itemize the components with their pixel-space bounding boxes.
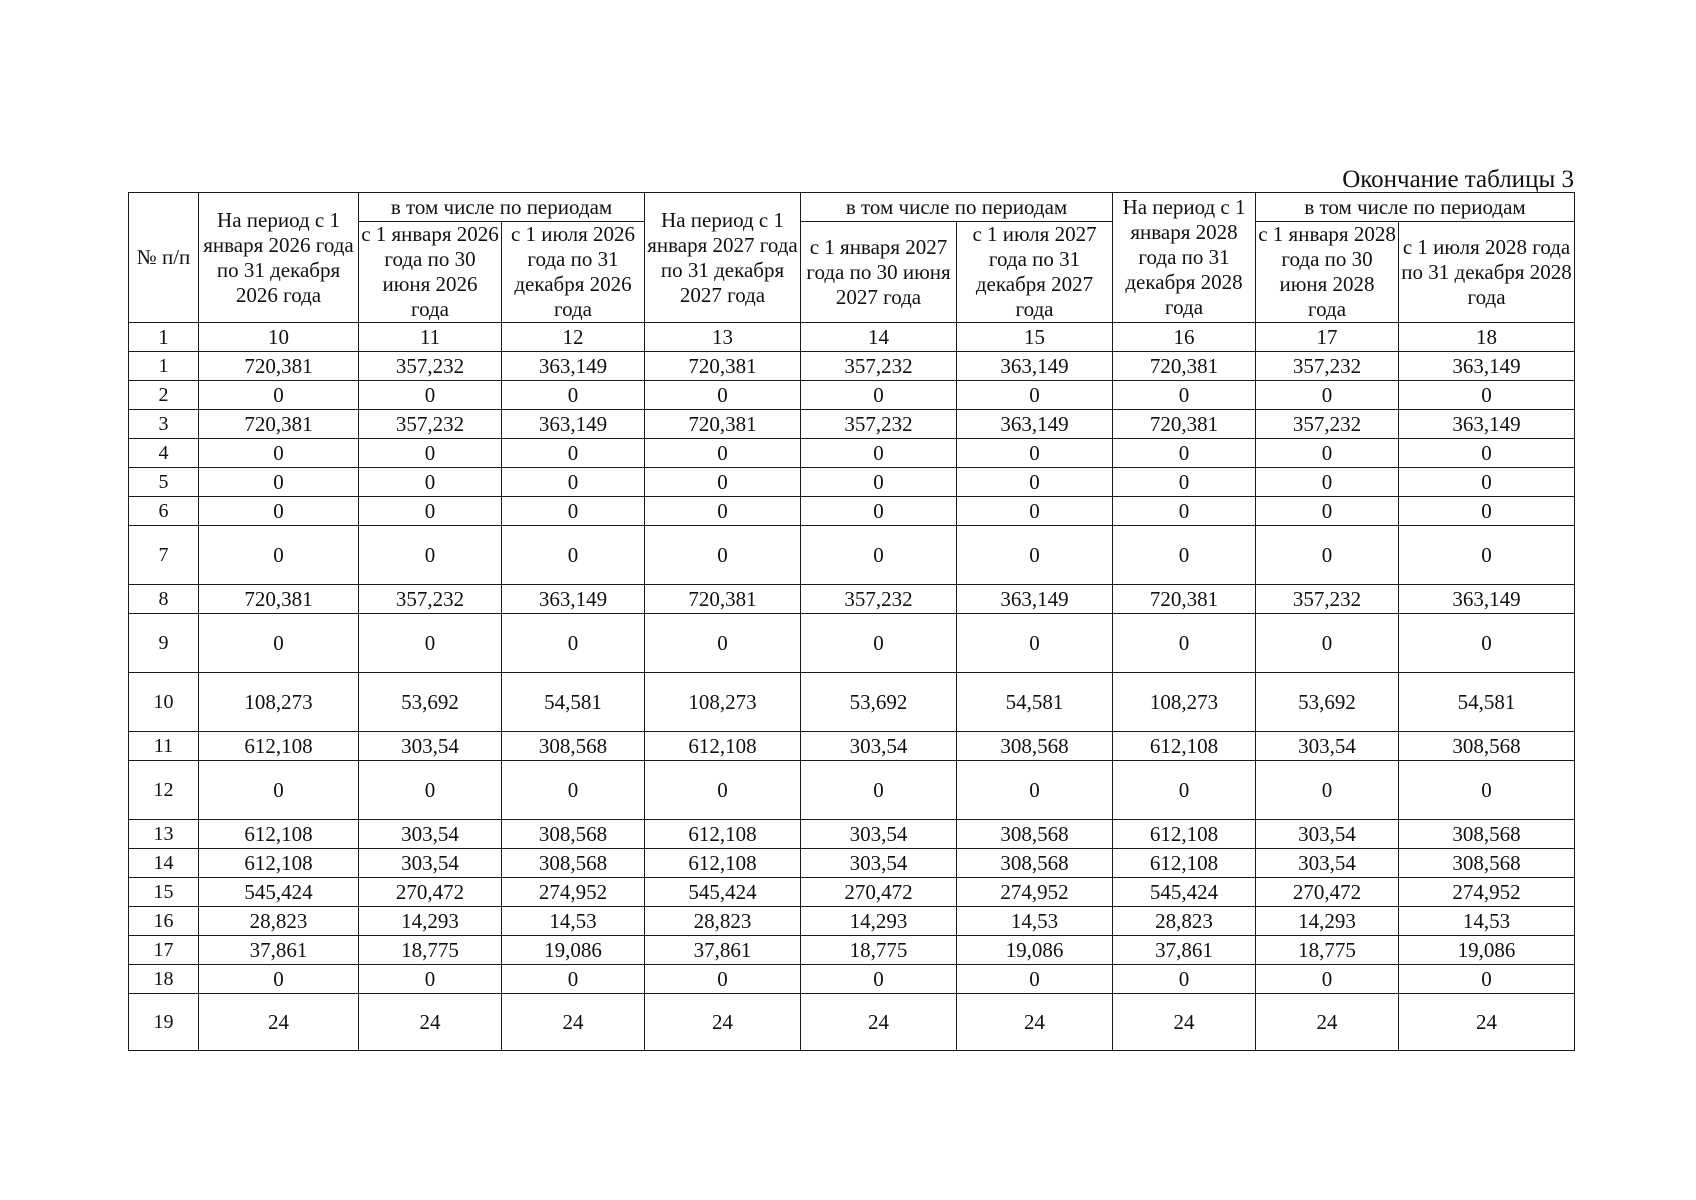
value-cell: 0 — [359, 965, 502, 994]
value-cell: 0 — [1256, 468, 1399, 497]
value-cell: 0 — [502, 497, 645, 526]
value-cell: 308,568 — [502, 820, 645, 849]
row-number: 3 — [129, 410, 199, 439]
table-row — [129, 352, 1575, 381]
value-cell: 0 — [359, 614, 502, 673]
value-cell: 274,952 — [502, 878, 645, 907]
value-cell: 357,232 — [1256, 410, 1399, 439]
value-cell: 0 — [1399, 381, 1575, 410]
value-cell: 0 — [502, 439, 645, 468]
value-cell: 0 — [1113, 526, 1256, 585]
value-cell: 357,232 — [1256, 585, 1399, 614]
table-row — [129, 585, 1575, 614]
value-cell: 0 — [199, 497, 359, 526]
value-cell: 53,692 — [801, 673, 957, 732]
row-number: 17 — [129, 936, 199, 965]
header-total-2027: На период с 1 января 2027 года по 31 декабря 2027 года — [645, 193, 801, 323]
value-cell: 612,108 — [1113, 849, 1256, 878]
col-number: 14 — [801, 323, 957, 352]
value-cell: 108,273 — [199, 673, 359, 732]
value-cell: 303,54 — [801, 732, 957, 761]
col-number: 12 — [502, 323, 645, 352]
value-cell: 308,568 — [1399, 849, 1575, 878]
value-cell: 0 — [359, 761, 502, 820]
value-cell: 0 — [502, 468, 645, 497]
value-cell: 24 — [502, 994, 645, 1051]
table-row — [129, 381, 1575, 410]
value-cell: 308,568 — [957, 849, 1113, 878]
value-cell: 28,823 — [645, 907, 801, 936]
value-cell: 0 — [1113, 614, 1256, 673]
value-cell: 0 — [502, 761, 645, 820]
header-num: № п/п — [129, 193, 199, 323]
row-number: 12 — [129, 761, 199, 820]
header-total-2026: На период с 1 января 2026 года по 31 декабря 2026 года — [199, 193, 359, 323]
value-cell: 720,381 — [645, 352, 801, 381]
value-cell: 612,108 — [199, 849, 359, 878]
value-cell: 54,581 — [502, 673, 645, 732]
value-cell: 0 — [199, 439, 359, 468]
table-row — [129, 878, 1575, 907]
value-cell: 0 — [1113, 468, 1256, 497]
header-total-2028: На период с 1 января 2028 года по 31 декабря 2028 года — [1113, 193, 1256, 323]
value-cell: 0 — [645, 468, 801, 497]
value-cell: 37,861 — [199, 936, 359, 965]
value-cell: 14,293 — [801, 907, 957, 936]
row-number: 14 — [129, 849, 199, 878]
value-cell: 0 — [801, 614, 957, 673]
value-cell: 274,952 — [1399, 878, 1575, 907]
value-cell: 308,568 — [502, 849, 645, 878]
value-cell: 28,823 — [1113, 907, 1256, 936]
value-cell: 14,293 — [359, 907, 502, 936]
col-number: 11 — [359, 323, 502, 352]
value-cell: 18,775 — [1256, 936, 1399, 965]
value-cell: 720,381 — [1113, 410, 1256, 439]
header-h1-2026: с 1 января 2026 года по 30 июня 2026 года — [359, 222, 502, 323]
table-row — [129, 936, 1575, 965]
value-cell: 303,54 — [359, 732, 502, 761]
value-cell: 357,232 — [801, 410, 957, 439]
header-incl-2026: в том числе по периодам — [359, 193, 645, 222]
value-cell: 303,54 — [1256, 732, 1399, 761]
value-cell: 0 — [801, 761, 957, 820]
value-cell: 720,381 — [645, 585, 801, 614]
value-cell: 0 — [957, 761, 1113, 820]
value-cell: 24 — [1113, 994, 1256, 1051]
table-body — [129, 352, 1575, 1051]
value-cell: 0 — [645, 614, 801, 673]
value-cell: 0 — [645, 761, 801, 820]
col-number: 18 — [1399, 323, 1575, 352]
value-cell: 308,568 — [957, 732, 1113, 761]
data-table — [128, 192, 1575, 1051]
value-cell: 612,108 — [199, 732, 359, 761]
value-cell: 612,108 — [199, 820, 359, 849]
value-cell: 303,54 — [801, 849, 957, 878]
value-cell: 0 — [957, 497, 1113, 526]
row-number: 11 — [129, 732, 199, 761]
table-row — [129, 907, 1575, 936]
header-h2-2027: с 1 июля 2027 года по 31 декабря 2027 года — [957, 222, 1113, 323]
table-row — [129, 732, 1575, 761]
value-cell: 0 — [1256, 965, 1399, 994]
value-cell: 0 — [1256, 497, 1399, 526]
value-cell: 357,232 — [801, 352, 957, 381]
table-row — [129, 994, 1575, 1051]
value-cell: 0 — [957, 526, 1113, 585]
table-row — [129, 673, 1575, 732]
value-cell: 18,775 — [359, 936, 502, 965]
value-cell: 37,861 — [1113, 936, 1256, 965]
row-number: 18 — [129, 965, 199, 994]
value-cell: 720,381 — [1113, 585, 1256, 614]
header-h1-2027: с 1 января 2027 года по 30 июня 2027 года — [801, 222, 957, 323]
value-cell: 0 — [1256, 439, 1399, 468]
value-cell: 612,108 — [645, 732, 801, 761]
table-row — [129, 497, 1575, 526]
value-cell: 0 — [801, 468, 957, 497]
value-cell: 720,381 — [199, 410, 359, 439]
col-number: 1 — [129, 323, 199, 352]
value-cell: 0 — [645, 965, 801, 994]
row-number: 8 — [129, 585, 199, 614]
value-cell: 0 — [502, 614, 645, 673]
table-row — [129, 410, 1575, 439]
value-cell: 0 — [801, 381, 957, 410]
value-cell: 357,232 — [359, 585, 502, 614]
value-cell: 108,273 — [1113, 673, 1256, 732]
value-cell: 0 — [1399, 468, 1575, 497]
value-cell: 0 — [1256, 614, 1399, 673]
value-cell: 363,149 — [957, 352, 1113, 381]
value-cell: 14,293 — [1256, 907, 1399, 936]
table-row — [129, 468, 1575, 497]
row-number: 2 — [129, 381, 199, 410]
table-row — [129, 526, 1575, 585]
value-cell: 363,149 — [1399, 585, 1575, 614]
value-cell: 545,424 — [645, 878, 801, 907]
value-cell: 357,232 — [359, 410, 502, 439]
value-cell: 720,381 — [199, 585, 359, 614]
row-number: 4 — [129, 439, 199, 468]
value-cell: 14,53 — [502, 907, 645, 936]
value-cell: 0 — [199, 468, 359, 497]
row-number: 1 — [129, 352, 199, 381]
row-number: 16 — [129, 907, 199, 936]
header-h1-2028: с 1 января 2028 года по 30 июня 2028 года — [1256, 222, 1399, 323]
row-number: 9 — [129, 614, 199, 673]
value-cell: 24 — [801, 994, 957, 1051]
value-cell: 270,472 — [1256, 878, 1399, 907]
value-cell: 0 — [199, 614, 359, 673]
value-cell: 37,861 — [645, 936, 801, 965]
col-number: 15 — [957, 323, 1113, 352]
value-cell: 274,952 — [957, 878, 1113, 907]
value-cell: 363,149 — [502, 585, 645, 614]
value-cell: 0 — [359, 526, 502, 585]
value-cell: 0 — [1399, 497, 1575, 526]
value-cell: 54,581 — [1399, 673, 1575, 732]
value-cell: 0 — [1399, 965, 1575, 994]
value-cell: 720,381 — [199, 352, 359, 381]
value-cell: 270,472 — [801, 878, 957, 907]
row-number: 19 — [129, 994, 199, 1051]
value-cell: 0 — [957, 965, 1113, 994]
value-cell: 0 — [1399, 761, 1575, 820]
value-cell: 0 — [1113, 497, 1256, 526]
value-cell: 0 — [801, 439, 957, 468]
value-cell: 19,086 — [502, 936, 645, 965]
value-cell: 19,086 — [957, 936, 1113, 965]
value-cell: 357,232 — [1256, 352, 1399, 381]
value-cell: 18,775 — [801, 936, 957, 965]
table-row — [129, 820, 1575, 849]
value-cell: 0 — [1113, 965, 1256, 994]
value-cell: 303,54 — [801, 820, 957, 849]
value-cell: 0 — [359, 468, 502, 497]
col-number: 10 — [199, 323, 359, 352]
value-cell: 363,149 — [1399, 352, 1575, 381]
row-number: 10 — [129, 673, 199, 732]
column-number-row — [129, 323, 1575, 352]
value-cell: 0 — [645, 439, 801, 468]
value-cell: 0 — [199, 761, 359, 820]
value-cell: 24 — [1256, 994, 1399, 1051]
value-cell: 0 — [199, 381, 359, 410]
value-cell: 270,472 — [359, 878, 502, 907]
value-cell: 0 — [1399, 614, 1575, 673]
value-cell: 0 — [359, 497, 502, 526]
value-cell: 612,108 — [645, 820, 801, 849]
value-cell: 0 — [645, 381, 801, 410]
value-cell: 308,568 — [957, 820, 1113, 849]
value-cell: 545,424 — [1113, 878, 1256, 907]
value-cell: 0 — [957, 614, 1113, 673]
value-cell: 0 — [359, 381, 502, 410]
value-cell: 0 — [359, 439, 502, 468]
value-cell: 14,53 — [957, 907, 1113, 936]
value-cell: 28,823 — [199, 907, 359, 936]
value-cell: 363,149 — [957, 410, 1113, 439]
col-number: 16 — [1113, 323, 1256, 352]
value-cell: 308,568 — [1399, 820, 1575, 849]
value-cell: 0 — [645, 497, 801, 526]
value-cell: 0 — [645, 526, 801, 585]
value-cell: 357,232 — [801, 585, 957, 614]
row-number: 15 — [129, 878, 199, 907]
value-cell: 0 — [1399, 526, 1575, 585]
value-cell: 363,149 — [1399, 410, 1575, 439]
header-h2-2026: с 1 июля 2026 года по 31 декабря 2026 года — [502, 222, 645, 323]
value-cell: 612,108 — [1113, 820, 1256, 849]
header-incl-2027: в том числе по периодам — [801, 193, 1113, 222]
value-cell: 720,381 — [1113, 352, 1256, 381]
col-number: 13 — [645, 323, 801, 352]
row-number: 7 — [129, 526, 199, 585]
value-cell: 0 — [502, 381, 645, 410]
value-cell: 14,53 — [1399, 907, 1575, 936]
value-cell: 0 — [1256, 381, 1399, 410]
value-cell: 612,108 — [1113, 732, 1256, 761]
row-number: 5 — [129, 468, 199, 497]
value-cell: 0 — [1113, 439, 1256, 468]
value-cell: 0 — [1256, 761, 1399, 820]
value-cell: 24 — [645, 994, 801, 1051]
value-cell: 19,086 — [1399, 936, 1575, 965]
row-number: 13 — [129, 820, 199, 849]
value-cell: 0 — [502, 526, 645, 585]
value-cell: 308,568 — [1399, 732, 1575, 761]
table-row — [129, 439, 1575, 468]
header-h2-2028: с 1 июля 2028 года по 31 декабря 2028 года — [1399, 222, 1575, 323]
row-number: 6 — [129, 497, 199, 526]
value-cell: 0 — [199, 965, 359, 994]
value-cell: 363,149 — [502, 352, 645, 381]
value-cell: 303,54 — [359, 820, 502, 849]
table-row — [129, 614, 1575, 673]
value-cell: 24 — [199, 994, 359, 1051]
value-cell: 0 — [1399, 439, 1575, 468]
value-cell: 0 — [801, 497, 957, 526]
value-cell: 363,149 — [502, 410, 645, 439]
table-row — [129, 965, 1575, 994]
value-cell: 308,568 — [502, 732, 645, 761]
header-incl-2028: в том числе по периодам — [1256, 193, 1575, 222]
value-cell: 53,692 — [1256, 673, 1399, 732]
table-row — [129, 849, 1575, 878]
value-cell: 363,149 — [957, 585, 1113, 614]
value-cell: 0 — [199, 526, 359, 585]
value-cell: 303,54 — [359, 849, 502, 878]
header-row-top — [129, 193, 1575, 222]
value-cell: 0 — [801, 965, 957, 994]
value-cell: 0 — [502, 965, 645, 994]
value-cell: 108,273 — [645, 673, 801, 732]
value-cell: 0 — [1256, 526, 1399, 585]
col-number: 17 — [1256, 323, 1399, 352]
value-cell: 303,54 — [1256, 820, 1399, 849]
value-cell: 720,381 — [645, 410, 801, 439]
value-cell: 357,232 — [359, 352, 502, 381]
value-cell: 0 — [1113, 381, 1256, 410]
value-cell: 545,424 — [199, 878, 359, 907]
value-cell: 0 — [957, 468, 1113, 497]
value-cell: 612,108 — [645, 849, 801, 878]
table-row — [129, 761, 1575, 820]
value-cell: 0 — [801, 526, 957, 585]
value-cell: 24 — [957, 994, 1113, 1051]
value-cell: 24 — [1399, 994, 1575, 1051]
value-cell: 303,54 — [1256, 849, 1399, 878]
value-cell: 0 — [1113, 761, 1256, 820]
value-cell: 54,581 — [957, 673, 1113, 732]
value-cell: 0 — [957, 439, 1113, 468]
table-caption: Окончание таблицы 3 — [1342, 166, 1574, 193]
value-cell: 53,692 — [359, 673, 502, 732]
value-cell: 24 — [359, 994, 502, 1051]
value-cell: 0 — [957, 381, 1113, 410]
